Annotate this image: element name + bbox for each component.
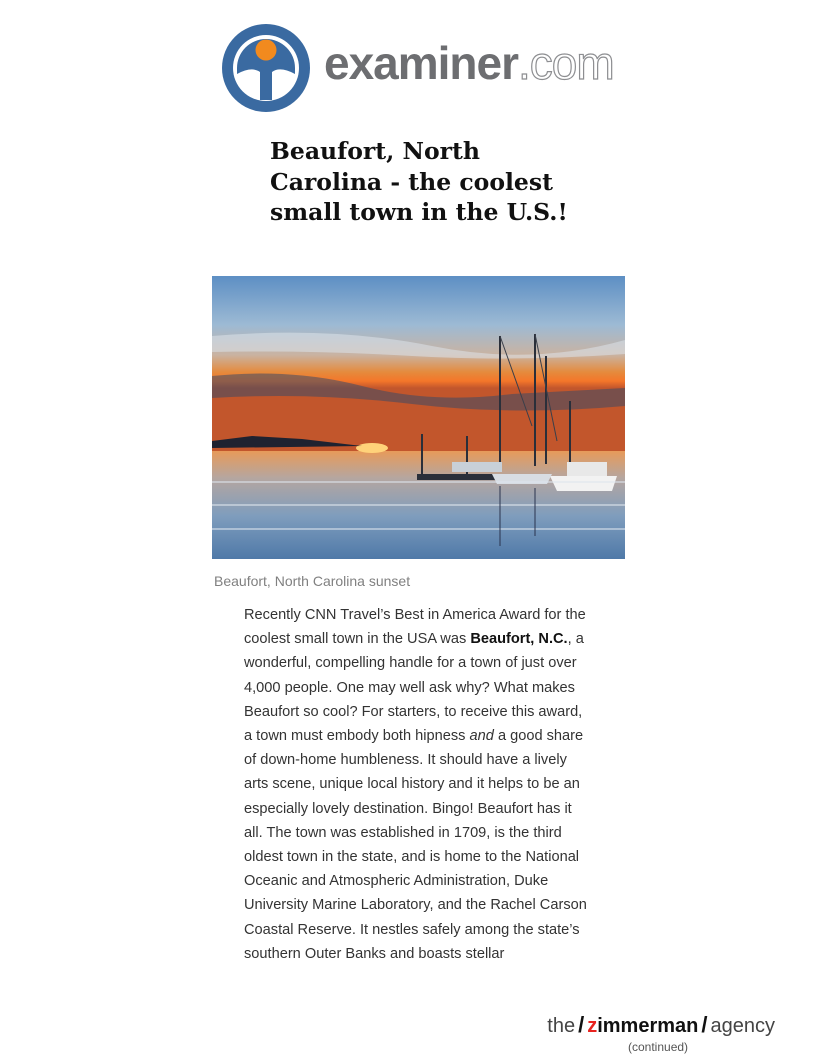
body-italic-and: and	[469, 728, 494, 745]
agency-brand	[587, 1015, 698, 1037]
article-body	[244, 603, 589, 997]
article-fade	[240, 980, 600, 1000]
logo-wordmark	[324, 36, 614, 90]
agency-brand-first: z	[587, 1015, 598, 1037]
logo-tld: .com	[518, 37, 614, 89]
slash-divider: /	[578, 1012, 585, 1037]
article-headline: Beaufort, North Carolina - the coolest small town in the U.S.!	[270, 137, 568, 226]
slash-divider: /	[701, 1012, 708, 1037]
agency-word: agency	[710, 1015, 775, 1037]
photo-caption: Beaufort, North Carolina sunset	[214, 573, 411, 589]
agency-the: the	[547, 1015, 576, 1037]
examiner-person-icon	[220, 22, 312, 114]
body-text-2: , a wonderful, compelling handle for a town of just over 4,000 people. One may well ask why? What makes Beaufort so cool? For starters, to receive this award, a town must embody both hipness	[244, 631, 584, 745]
body-text-3: a good share of down-home humbleness. It should have a lively arts scene, unique local history and it helps to be an especially lovely destination. Bingo! Beaufort has it all. The town was established in 1709, is the third oldest town in the state, and is home to the National Oceanic and Atmospheric Administration, Duke University Marine Laboratory, and the Rachel Carson Coastal Reserve. It nestles safely among the state’s southern Outer Banks and boasts stellar	[244, 728, 587, 962]
zimmerman-agency-logo	[547, 1012, 775, 1038]
article-paragraph	[244, 603, 589, 966]
examiner-logo[interactable]	[220, 22, 620, 114]
body-text-1: Recently CNN Travel’s Best in America Award for the coolest small town in the USA was	[244, 607, 586, 648]
body-bold-place: Beaufort, N.C.	[470, 631, 568, 648]
agency-brand-rest: immerman	[597, 1015, 699, 1037]
logo-name: examiner	[324, 37, 519, 89]
sunset-harbor-photo	[212, 276, 625, 559]
continued-label: (continued)	[628, 1040, 689, 1054]
